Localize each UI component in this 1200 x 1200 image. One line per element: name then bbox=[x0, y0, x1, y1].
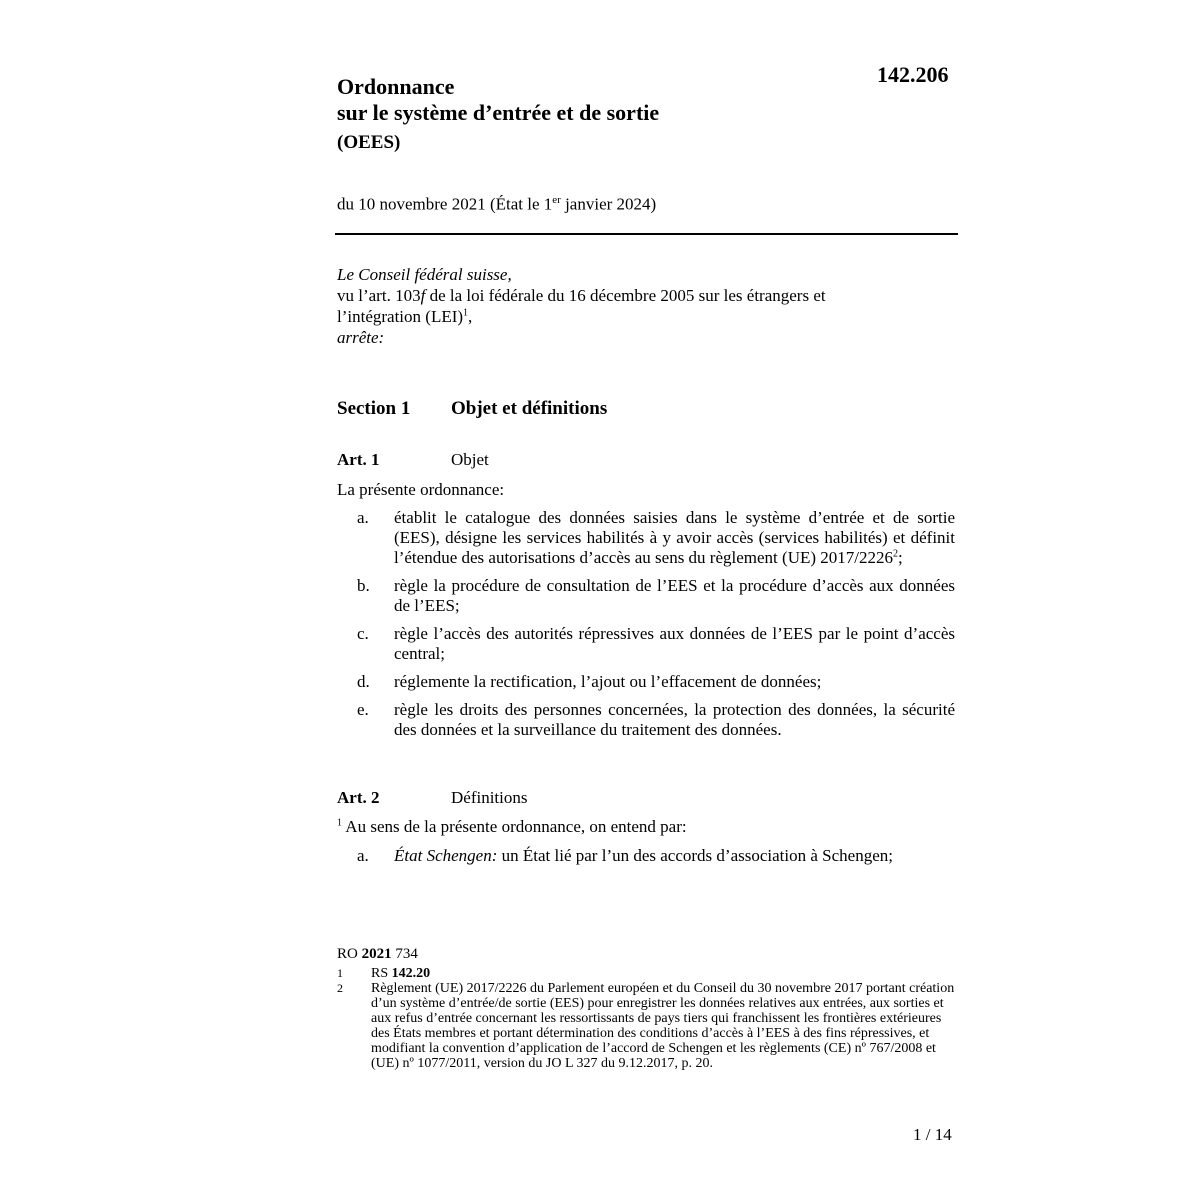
list-item bbox=[337, 624, 955, 664]
basis-text: vu l’art. 103 bbox=[337, 286, 421, 305]
ro-prefix: RO bbox=[337, 946, 362, 962]
art-2-list bbox=[337, 846, 955, 874]
item-text: établit le catalogue des données saisies dans le système d’entrée et de sortie (EES), désigne les services habilités à y avoir accès (services habilités) et définit l’étendue des autorisations d’accès au sens du règlement (UE) 2017/2226 bbox=[394, 508, 955, 567]
preamble bbox=[337, 264, 957, 348]
date-text: du 10 novembre 2021 (État le 1 bbox=[337, 194, 553, 214]
ro-reference bbox=[337, 946, 418, 963]
art-1-number: Art. 1 bbox=[337, 450, 380, 469]
item-letter: b. bbox=[357, 576, 370, 595]
footnote-text: RS bbox=[371, 966, 392, 981]
footnote-ref-1[interactable]: 1 bbox=[463, 307, 469, 319]
footnote-2 bbox=[337, 981, 955, 1071]
section-1-heading bbox=[337, 398, 607, 420]
page-number: 1 / 14 bbox=[913, 1125, 952, 1144]
document-title bbox=[337, 74, 659, 156]
item-punct: ; bbox=[898, 548, 903, 567]
header-divider bbox=[335, 233, 958, 235]
paragraph-number: 1 bbox=[337, 817, 342, 829]
basis-article-letter: f bbox=[420, 286, 426, 305]
footnote-text: Règlement (UE) 2017/2226 du Parlement européen et du Conseil du 30 novembre 2017 portant création d’un système d’entrée/de sortie (EES) pour enregistrer les données relatives aux entrées, aux sorties et aux refus d’entrée concernant les ressortissants de pays tiers qui franchissent les frontières extérieures des États membres et portant détermination des conditions d’accès à l’EES à des fins répressives, et modifiant la convention d’application de l’accord de Schengen et les règlements (CE) nº 767/2008 et (UE) nº 1077/2011, version du JO L 327 du 9.12.2017, p. 20. bbox=[371, 981, 955, 1071]
list-item bbox=[337, 508, 955, 568]
art-2-heading bbox=[337, 788, 528, 808]
art-1-heading bbox=[337, 450, 489, 470]
item-letter: e. bbox=[357, 700, 369, 719]
list-item bbox=[337, 672, 955, 692]
item-letter: d. bbox=[357, 672, 370, 691]
item-letter: c. bbox=[357, 624, 369, 643]
ro-year: 2021 bbox=[361, 946, 392, 962]
art-1-intro: La présente ordonnance: bbox=[337, 480, 505, 499]
preamble-basis-line-1 bbox=[337, 285, 957, 306]
section-title: Objet et définitions bbox=[451, 398, 608, 419]
preamble-authority: Le Conseil fédéral suisse, bbox=[337, 265, 512, 284]
date-text-end: janvier 2024) bbox=[560, 194, 657, 214]
art-1-list bbox=[337, 508, 955, 748]
basis-text-cont: de la loi fédérale du 16 décembre 2005 sur les étrangers et bbox=[425, 286, 826, 305]
item-text: règle la procédure de consultation de l’EES et la procédure d’accès aux données de l’EES; bbox=[394, 576, 955, 615]
art-2-title: Définitions bbox=[451, 788, 528, 807]
art-2-intro: Au sens de la présente ordonnance, on entend par: bbox=[342, 817, 687, 836]
item-text: règle les droits des personnes concernées, la protection des données, la sécurité des données et la surveillance du traitement des données. bbox=[394, 700, 955, 739]
item-letter: a. bbox=[357, 846, 369, 865]
item-text: règle l’accès des autorités répressives aux données de l’EES par le point d’accès central; bbox=[394, 624, 955, 663]
title-abbreviation: (OEES) bbox=[337, 132, 401, 153]
footnote-ref-link[interactable]: 142.20 bbox=[391, 966, 431, 981]
footnote-number: 2 bbox=[337, 981, 343, 995]
item-text: un État lié par l’un des accords d’association à Schengen; bbox=[497, 846, 893, 865]
title-line-1: Ordonnance bbox=[337, 74, 455, 99]
defined-term: État Schengen: bbox=[394, 846, 498, 865]
footnotes bbox=[337, 966, 955, 1071]
item-text: réglemente la rectification, l’ajout ou l’effacement de données; bbox=[394, 672, 822, 691]
basis-punct: , bbox=[468, 307, 473, 326]
list-item bbox=[337, 700, 955, 740]
item-letter: a. bbox=[357, 508, 369, 527]
footnote-ref-2[interactable]: 2 bbox=[893, 548, 898, 560]
basis-text-2: l’intégration (LEI) bbox=[337, 307, 464, 326]
art-2-paragraph-1 bbox=[337, 817, 687, 837]
list-item bbox=[337, 576, 955, 616]
art-1-title: Objet bbox=[451, 450, 489, 469]
ro-page: 734 bbox=[391, 946, 418, 962]
title-line-2: sur le système d’entrée et de sortie bbox=[337, 100, 660, 125]
art-2-number: Art. 2 bbox=[337, 788, 380, 807]
preamble-basis-line-2 bbox=[337, 306, 957, 327]
preamble-decision: arrête: bbox=[337, 328, 385, 347]
footnote-number: 1 bbox=[337, 966, 343, 980]
footnote-1 bbox=[337, 966, 955, 981]
date-superscript: er bbox=[552, 194, 561, 206]
list-item bbox=[337, 846, 955, 866]
document-date bbox=[337, 194, 656, 215]
section-number: Section 1 bbox=[337, 398, 411, 419]
sr-number: 142.206 bbox=[877, 62, 949, 87]
